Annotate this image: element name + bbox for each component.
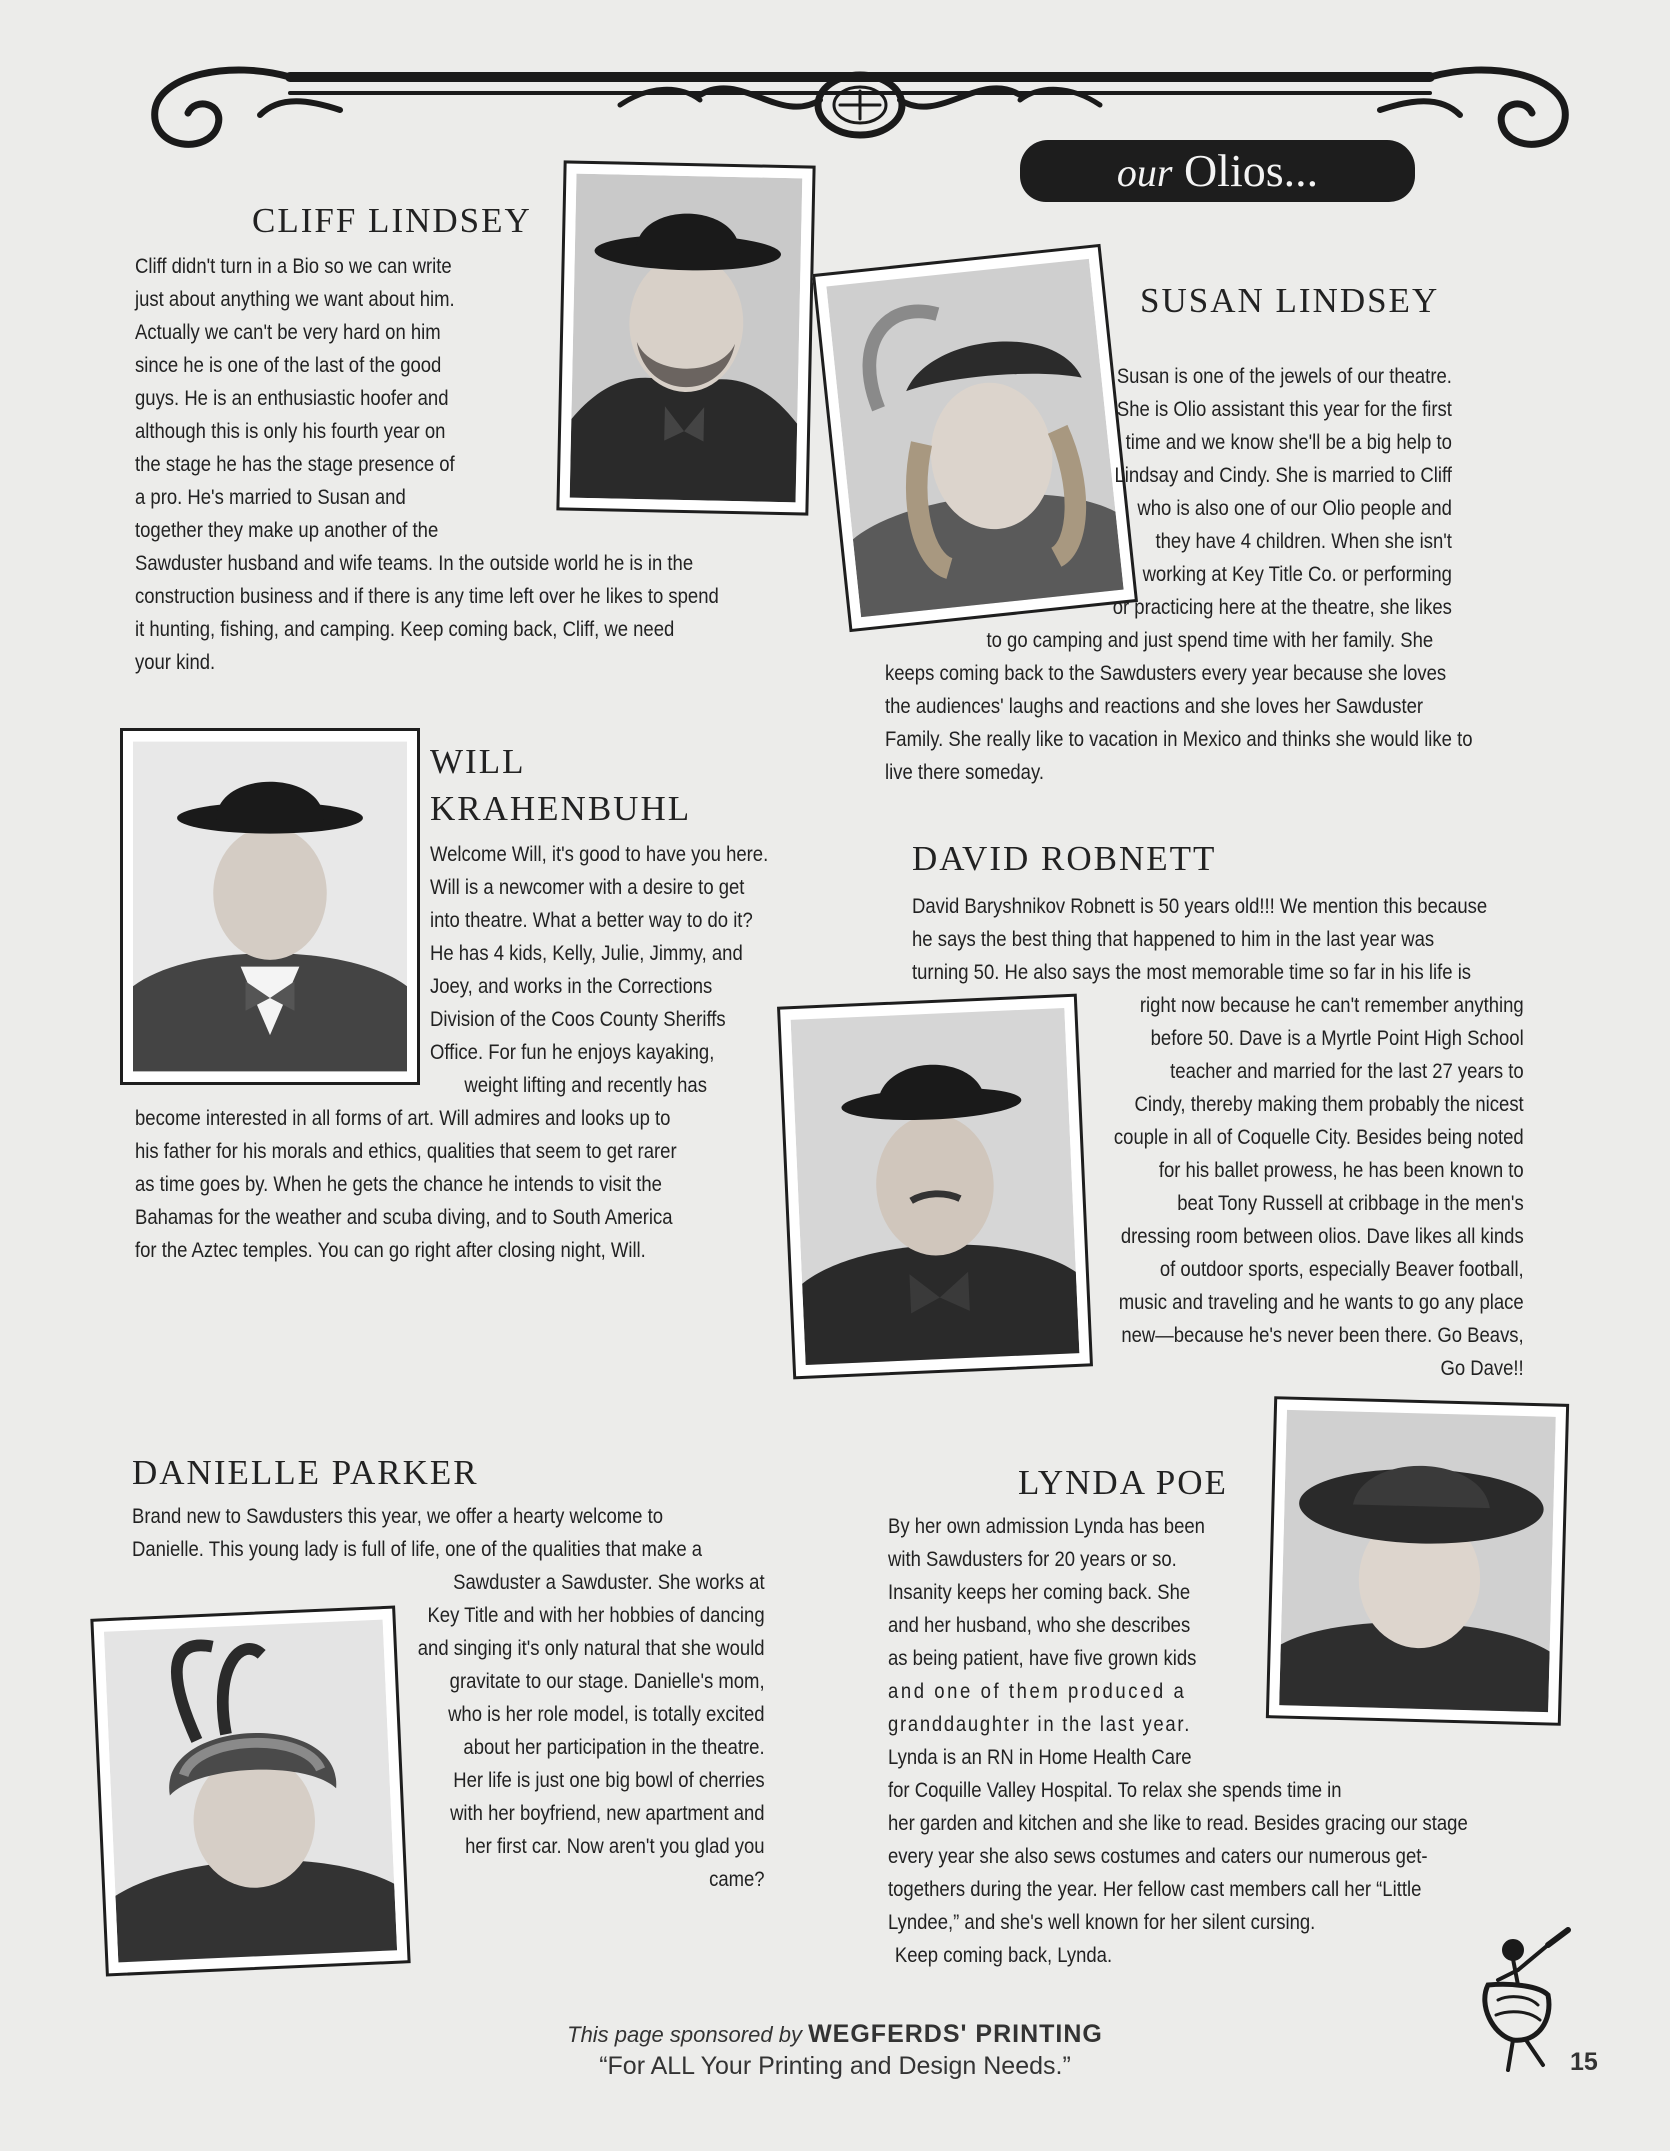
bio-text-david-robnett-cont <box>1098 989 1524 1385</box>
bio-line: Key Title and with her hobbies of dancing <box>427 1603 765 1627</box>
bio-text-will-krahenbuhl <box>430 838 769 1102</box>
bio-line: Family. She really like to vacation in Mexico and thinks she would like to <box>885 727 1473 751</box>
bio-line: who is her role model, is totally excited <box>448 1702 765 1726</box>
bio-text-susan-lindsey <box>880 360 1452 624</box>
sponsor-name: WEGFERDS' PRINTING <box>808 2020 1103 2048</box>
bio-line: Lindsay and Cindy. She is married to Cliff <box>1114 463 1452 487</box>
bio-line: although this is only his fourth year on <box>135 419 446 443</box>
bio-line: togethers during the year. Her fellow cast members call her “Little <box>888 1877 1422 1901</box>
bio-line: music and traveling and he wants to go any place <box>1118 1290 1524 1314</box>
bio-line: right now because he can't remember anything <box>1139 993 1524 1017</box>
bio-line: who is also one of our Olio people and <box>1137 496 1452 520</box>
bio-line: Division of the Coos County Sheriffs <box>430 1007 726 1031</box>
bio-line: granddaughter in the last year. <box>888 1712 1192 1736</box>
bio-name-danielle-parker: DANIELLE PARKER <box>132 1453 479 1492</box>
bio-line: keeps coming back to the Sawdusters every year because she loves <box>885 661 1447 685</box>
bio-name-susan-lindsey: SUSAN LINDSEY <box>1140 281 1440 320</box>
bio-text-david-robnett <box>912 890 1497 989</box>
bio-line: Brand new to Sawdusters this year, we offer a hearty welcome to <box>132 1504 664 1528</box>
bio-name-first: WILL <box>430 742 526 781</box>
bio-line: David Baryshnikov Robnett is 50 years old!!! We mention this because <box>912 894 1488 918</box>
bio-line: Keep coming back, Lynda. <box>894 1943 1113 1967</box>
bio-line: as time goes by. When he gets the chance he intends to visit the <box>135 1172 662 1196</box>
bio-line: with her boyfriend, new apartment and <box>450 1801 765 1825</box>
bio-line: and her husband, who she describes <box>888 1613 1191 1637</box>
bio-text-lynda-poe-cont <box>888 1774 1473 1972</box>
bio-line: for Coquille Valley Hospital. To relax she spends time in <box>888 1778 1342 1802</box>
portrait-plumed-bonnet-icon <box>104 1619 397 1963</box>
bio-name-cliff-lindsey: CLIFF LINDSEY <box>252 201 532 240</box>
bio-line: and one of them produced a <box>888 1679 1187 1703</box>
bio-line: dressing room between olios. Dave likes all kinds <box>1120 1224 1524 1248</box>
bio-line: live there someday. <box>885 760 1044 784</box>
bio-line: before 50. Dave is a Myrtle Point High School <box>1150 1026 1524 1050</box>
bio-text-susan-lindsey-cont <box>885 624 1473 789</box>
portrait-bowler-hat-icon <box>791 1007 1080 1366</box>
bio-line: with Sawdusters for 20 years or so. <box>888 1547 1177 1571</box>
bio-line: a pro. He's married to Susan and <box>135 485 406 509</box>
bio-line: gravitate to our stage. Danielle's mom, <box>449 1669 765 1693</box>
bio-line: Cliff didn't turn in a Bio so we can write <box>135 254 452 278</box>
bio-line: new—because he's never been there. Go Beavs, <box>1121 1323 1524 1347</box>
bio-line: Lynda is an RN in Home Health Care <box>888 1745 1192 1769</box>
bio-line: Sawduster husband and wife teams. In the outside world he is in the <box>135 551 694 575</box>
bio-line: Her life is just one big bowl of cherries <box>453 1768 765 1792</box>
sponsor-line <box>0 2020 1670 2049</box>
photo-david-robnett <box>777 994 1093 1380</box>
bio-line: By her own admission Lynda has been <box>888 1514 1205 1538</box>
bio-line: teacher and married for the last 27 years to <box>1170 1059 1524 1083</box>
bio-line: Welcome Will, it's good to have you here. <box>430 842 769 866</box>
bio-line: beat Tony Russell at cribbage in the men's <box>1177 1191 1524 1215</box>
bio-line: as being patient, have five grown kids <box>888 1646 1197 1670</box>
bio-line: Insanity keeps her coming back. She <box>888 1580 1191 1604</box>
section-title-tab <box>1020 140 1415 202</box>
bio-line: her garden and kitchen and she like to read. Besides gracing our stage <box>888 1811 1468 1835</box>
bio-line: together they make up another of the <box>135 518 439 542</box>
bio-line: his father for his morals and ethics, qualities that seem to get rarer <box>135 1139 677 1163</box>
sponsor-prefix: This page sponsored by <box>567 2022 802 2047</box>
photo-danielle-parker <box>90 1606 410 1977</box>
photo-will-krahenbuhl <box>120 728 420 1085</box>
bio-line: weight lifting and recently has <box>464 1073 707 1097</box>
bio-line: he says the best thing that happened to him in the last year was <box>912 927 1435 951</box>
bio-line: just about anything we want about him. <box>135 287 455 311</box>
bio-line: couple in all of Coquelle City. Besides being noted <box>1113 1125 1524 1149</box>
bio-line: for his ballet prowess, he has been known to <box>1158 1158 1524 1182</box>
bio-line: Go Dave!! <box>1440 1356 1524 1380</box>
bio-text-danielle-parker-cont <box>412 1566 765 1896</box>
bio-line: time and we know she'll be a big help to <box>1125 430 1452 454</box>
bio-line: Office. For fun he enjoys kayaking, <box>430 1040 715 1064</box>
page-number: 15 <box>1570 2048 1598 2076</box>
bio-line: and singing it's only natural that she would <box>417 1636 765 1660</box>
bio-line: to go camping and just spend time with her family. She <box>986 628 1434 652</box>
bio-line: Bahamas for the weather and scuba diving, and to South America <box>135 1205 673 1229</box>
bio-line: into theatre. What a better way to do it? <box>430 908 753 932</box>
section-title-italic: our <box>1116 150 1173 195</box>
bio-name-lynda-poe: LYNDA POE <box>1018 1463 1228 1502</box>
bio-line: Joey, and works in the Corrections <box>430 974 713 998</box>
bio-line: Susan is one of the jewels of our theatre. <box>1116 364 1452 388</box>
sponsor-slogan: “For ALL Your Printing and Design Needs.” <box>599 2052 1071 2080</box>
photo-lynda-poe <box>1266 1396 1569 1726</box>
portrait-wide-hat-icon <box>1279 1410 1556 1713</box>
bio-line: it hunting, fishing, and camping. Keep coming back, Cliff, we need <box>135 617 675 641</box>
bio-line: construction business and if there is any time left over he likes to spend <box>135 584 719 608</box>
section-title-word: Olios... <box>1183 145 1319 196</box>
bio-name-last: KRAHENBUHL <box>430 789 692 828</box>
bio-line: Lyndee,” and she's well known for her silent cursing. <box>888 1910 1316 1934</box>
bio-line: Actually we can't be very hard on him <box>135 320 441 344</box>
bio-line: She is Olio assistant this year for the first <box>1116 397 1452 421</box>
bio-line: Will is a newcomer with a desire to get <box>430 875 745 899</box>
bio-line: the audiences' laughs and reactions and she loves her Sawduster <box>885 694 1424 718</box>
bio-line: guys. He is an enthusiastic hoofer and <box>135 386 449 410</box>
bio-line: He has 4 kids, Kelly, Julie, Jimmy, and <box>430 941 743 965</box>
bio-line: Danielle. This young lady is full of life, one of the qualities that make a <box>132 1537 703 1561</box>
bio-name-david-robnett: DAVID ROBNETT <box>912 839 1217 878</box>
bio-line: since he is one of the last of the good <box>135 353 442 377</box>
bio-line: of outdoor sports, especially Beaver football, <box>1159 1257 1524 1281</box>
bio-line: turning 50. He also says the most memorable time so far in his life is <box>912 960 1472 984</box>
bio-line: about her participation in the theatre. <box>463 1735 765 1759</box>
bio-text-lynda-poe <box>888 1510 1211 1774</box>
bio-line: working at Key Title Co. or performing <box>1142 562 1452 586</box>
bio-line: they have 4 children. When she isn't <box>1155 529 1452 553</box>
portrait-bowler-hat-icon <box>133 741 407 1072</box>
bio-line: become interested in all forms of art. Will admires and looks up to <box>135 1106 671 1130</box>
bio-text-cliff-lindsey <box>135 250 719 679</box>
bio-text-danielle-parker <box>132 1500 725 1566</box>
bio-line: Cindy, thereby making them probably the nicest <box>1134 1092 1524 1116</box>
bio-text-will-krahenbuhl-cont <box>135 1102 711 1267</box>
bio-line: every year she also sews costumes and caters our numerous get- <box>888 1844 1428 1868</box>
bio-line: for the Aztec temples. You can go right after closing night, Will. <box>135 1238 646 1262</box>
bio-line: came? <box>709 1867 765 1891</box>
bio-line: Sawduster a Sawduster. She works at <box>453 1570 765 1594</box>
bio-line: her first car. Now aren't you glad you <box>465 1834 765 1858</box>
bio-line: your kind. <box>135 650 216 674</box>
bio-line: or practicing here at the theatre, she likes <box>1112 595 1452 619</box>
bio-name-will-krahenbuhl <box>430 738 691 832</box>
bio-line: the stage he has the stage presence of <box>135 452 455 476</box>
